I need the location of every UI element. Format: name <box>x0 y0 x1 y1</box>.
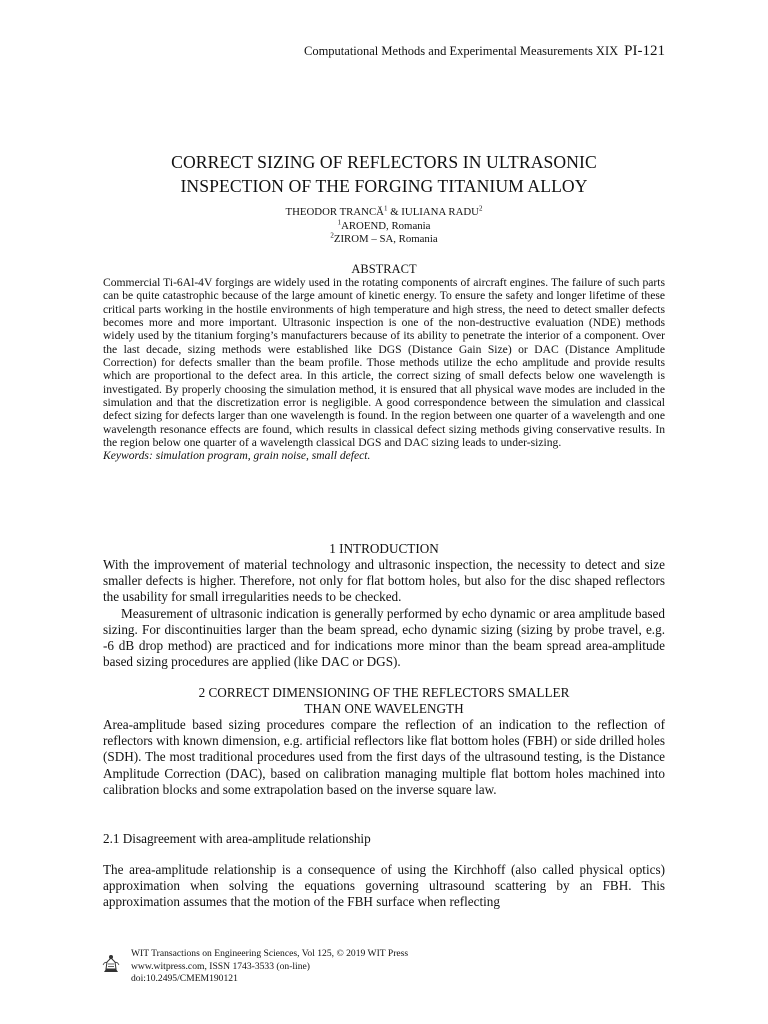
author-1: THEODOR TRANCĂ <box>285 206 384 218</box>
affiliation-1 <box>103 217 665 234</box>
affiliation-1-text: AROEND, Romania <box>341 219 431 232</box>
author-2: IULIANA RADU <box>401 206 479 218</box>
subsection-2-1-paragraph-1: The area-amplitude relationship is a consequence of using the Kirchhoff (also called physical optics) approximation when solving the equations governing ultrasound scattering by an FBH. This approximation assumes that the motion of the FBH surface when reflecting <box>103 862 665 910</box>
section-1-paragraph-2: Measurement of ultrasonic indication is generally performed by echo dynamic or area amplitude based sizing. For discontinuities larger than the beam spread, echo dynamic sizing (sizing by probe travel, e.g. -6 dB drop method) are practiced and for indications more minor than the beam spread area-amplitude based sizing procedures are applied (like DAC or DGS). <box>103 605 665 670</box>
affiliation-2-text: ZIROM – SA, Romania <box>333 233 438 245</box>
section-1-paragraph-1: With the improvement of material technology and ultrasonic inspection, the necessity to detect and size smaller defects is higher. Therefore, not only for flat bottom holes, but also for the disc shaped reflectors the usability for small irregularities needs to be checked. <box>103 557 665 605</box>
abstract-heading: ABSTRACT <box>351 262 417 276</box>
wit-press-logo-icon <box>101 952 121 974</box>
section-1-heading: 1 INTRODUCTION <box>329 541 439 556</box>
subsection-2-1-body <box>103 862 665 911</box>
author-joiner: & <box>387 206 402 218</box>
footer-line-2: www.witpress.com, ISSN 1743-3533 (on-line) <box>131 960 310 972</box>
section-2-paragraph-1: Area-amplitude based sizing procedures compare the reflection of an indication to the reflection of reflectors with known dimension, e.g. artificial reflectors like flat bottom holes (FBH) or side drilled holes (SDH). The most traditional procedures used from the first days of the ultrasound testing, is the Distance Amplitude Correction (DAC), based on calibration managing multiple flat bottom holes machined into calibration blocks and some extrapolation based on the inverse square law. <box>103 717 665 797</box>
paper-page <box>103 0 665 1024</box>
keywords: Keywords: simulation program, grain noise, small defect. <box>103 449 371 463</box>
abstract-body <box>103 276 665 463</box>
author-1-affil-mark: 1 <box>383 204 388 213</box>
footer-text <box>131 948 408 986</box>
title-line-1: CORRECT SIZING OF REFLECTORS IN ULTRASONIC <box>171 152 597 172</box>
section-2-heading-line-2: THAN ONE WAVELENGTH <box>304 701 464 716</box>
section-2-heading-line-1: 2 CORRECT DIMENSIONING OF THE REFLECTORS SMALLER <box>198 685 570 700</box>
author-2-affil-mark: 2 <box>478 204 483 213</box>
paper-title <box>103 150 665 198</box>
footer-line-1: WIT Transactions on Engineering Sciences, Vol 125, © 2019 WIT Press <box>131 948 409 959</box>
section-2-body <box>103 717 665 798</box>
section-1-body <box>103 557 665 670</box>
subsection-2-1-heading: 2.1 Disagreement with area-amplitude relationship <box>103 831 371 846</box>
author-block <box>103 206 665 247</box>
author-names <box>103 206 665 220</box>
running-header <box>304 43 665 60</box>
affiliation-1-mark: 1 <box>337 217 342 226</box>
abstract-text: Commercial Ti-6Al-4V forgings are widely used in the rotating components of aircraft engines. The failure of such parts can be quite catastrophic because of the large amount of kinetic energy. To ensure the safety and longer lifetime of these critical parts working in the hostile environments of high temperature and high stress, the need to detect smaller defects becomes more and more important. Ultrasonic inspection is one of the non-destructive evaluation (NDE) methods widely used by the titanium forging’s manufacturers because of its ability to penetrate the interior of a component. Over the last decade, sizing methods were established like DGS (Distance Gain Size) or DAC (Distance Amplitude Correction) for defects smaller than the beam profile. Those methods utilize the echo amplitude and provide results which are proportional to the defect area. In this article, the correct sizing of small defects below one wavelength is investigated. By properly choosing the simulation method, it is ensured that all physical wave modes are included in the simulation and that the discretization error is negligible. A good correspondence between the simulation and classical defect sizing for defects larger than one wavelength is found. In the region between one quarter of a wavelength and one wavelength resonance effects are found, which results in classical defect sizing methods giving conservative results. In the region below one quarter of a wavelength classical DGS and DAC sizing leads to under-sizing. <box>103 276 665 450</box>
footer-line-3: doi:10.2495/CMEM190121 <box>131 973 238 985</box>
page-number: PI-121 <box>624 43 665 59</box>
title-line-2: INSPECTION OF THE FORGING TITANIUM ALLOY <box>180 176 588 196</box>
journal-name: Computational Methods and Experimental Measurements XIX <box>303 44 619 58</box>
affiliation-2-mark: 2 <box>330 231 334 240</box>
section-2-heading <box>103 685 665 717</box>
affiliation-2 <box>103 233 665 247</box>
